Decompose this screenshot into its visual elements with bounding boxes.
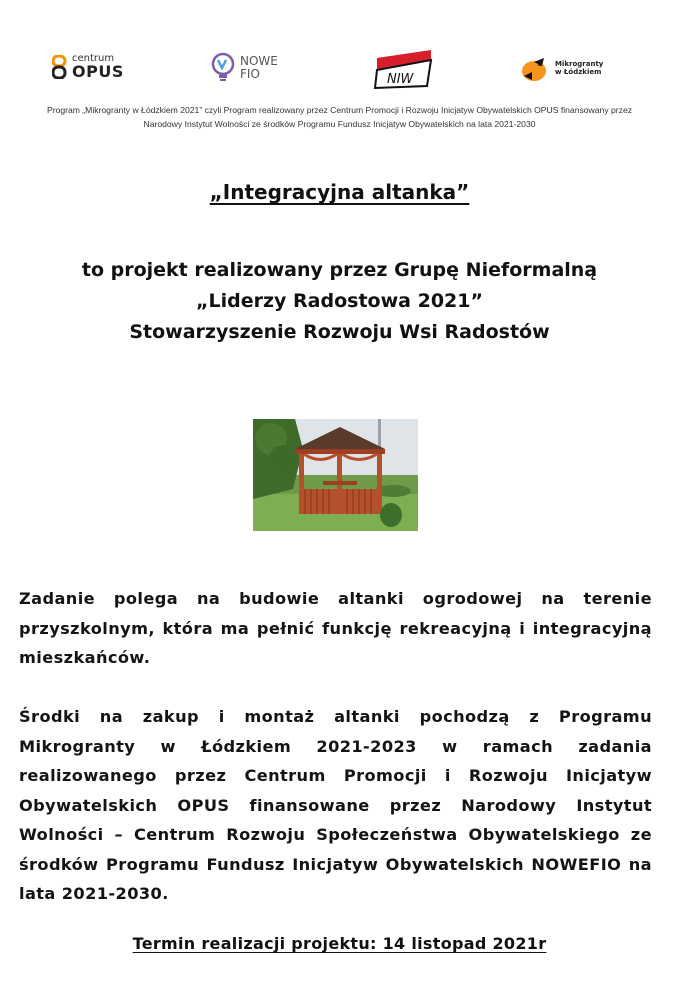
opus-logo-big: OPUS	[72, 62, 124, 81]
lightbulb-icon	[210, 52, 236, 84]
logo-bar	[0, 48, 679, 96]
program-note-line1: Program „Mikrogranty w Łódzkiem 2021” czyli Program realizowany przez Centrum Promocji i Rozwoju Inicjatyw Obywatelskich OPUS finansowany przez	[46, 105, 633, 115]
project-subtitle	[0, 255, 679, 348]
gazebo-photo	[253, 419, 418, 531]
program-note-line2: Narodowy Instytut Wolności ze środków Programu Fundusz Inicjatyw Obywatelskich na lata 2021-2030	[143, 118, 536, 129]
project-title: „Integracyjna altanka”	[209, 180, 470, 204]
mikro-logo-line1: Mikrogranty	[555, 60, 604, 69]
niw-logo	[373, 48, 435, 90]
subtitle-line1: to projekt realizowany przez Grupę Nieformalną	[81, 259, 598, 281]
mikrogranty-logo	[520, 54, 603, 84]
opus-mark-icon	[52, 55, 68, 79]
subtitle-line3: Stowarzyszenie Rozwoju Wsi Radostów	[129, 321, 550, 343]
nowe-fio-logo	[210, 52, 278, 84]
niw-logo-text: NIW	[387, 72, 414, 87]
centrum-opus-logo	[52, 54, 124, 80]
subtitle-line2: „Liderzy Radostowa 2021”	[196, 290, 483, 312]
mikro-logo-line2: w Łódzkiem	[555, 68, 602, 76]
niw-flag-icon	[373, 48, 435, 90]
deadline: Termin realizacji projektu: 14 listopad 2021r	[132, 934, 547, 953]
fio-logo-line2: FIO	[240, 67, 260, 81]
fio-logo-line1: NOWE	[240, 53, 278, 68]
description-paragraph: Zadanie polega na budowie altanki ogrodowej na terenie przyszkolnym, która ma pełnić funkcję rekreacyjną i integracyjną mieszkańców.	[19, 589, 652, 667]
bird-icon	[520, 54, 552, 84]
opus-logo-small: centrum	[72, 53, 115, 64]
funding-paragraph: Środki na zakup i montaż altanki pochodzą z Programu Mikrogranty w Łódzkiem 2021-2023 w ramach zadania realizowanego przez Centrum Promocji i Rozwoju Inicjatyw Obywatelskich OPUS finansowane przez Narodowy Instytut Wolności – Centrum Rozwoju Społeczeństwa Obywatelskiego ze środków Programu Fundusz Inicjatyw Obywatelskich NOWEFIO na lata 2021-2030.	[19, 707, 652, 903]
program-note	[20, 104, 659, 132]
